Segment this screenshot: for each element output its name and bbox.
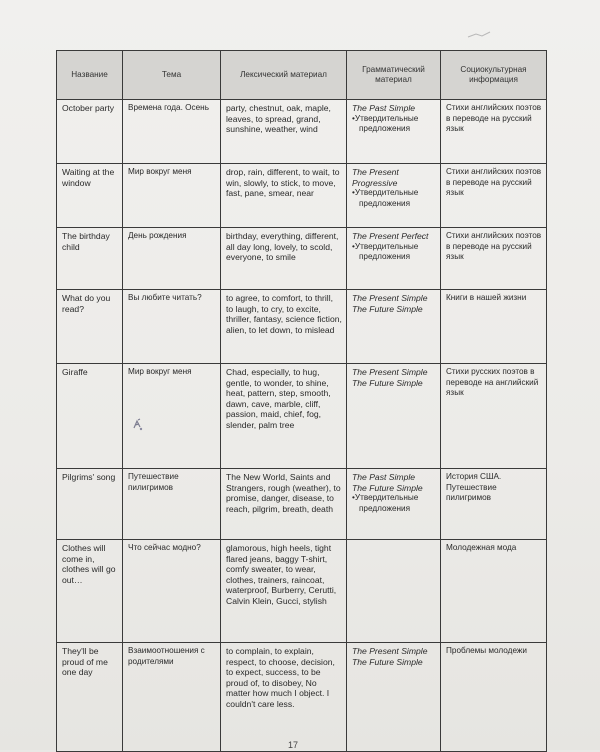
cell-vocab: Chad, especially, to hug, gentle, to wonder, to shine, heat, pattern, step, smooth, dawn, cave, marble, cliff, passion, maid, chief, fog, slender, palm tree [221,364,347,469]
grammar-tense: The Future Simple [352,303,423,314]
grammar-tense: The Past Simple [352,103,416,113]
table-row [57,164,547,228]
grammar-tense: The Present Simple [352,367,428,377]
cell-vocab: drop, rain, different, to wait, to win, slowly, to stick, to move, fast, pane, smear, near [221,164,347,228]
cell-culture: Проблемы молодежи [441,643,547,752]
cell-topic: День рождения [123,228,221,290]
table-row [57,643,547,752]
cell-title: Pilgrims' song [57,469,123,540]
grammar-tense: The Present Progressive [352,167,399,188]
header-vocab: Лексический материал [221,51,347,100]
cell-topic: Что сейчас модно? [123,540,221,643]
table-row [57,100,547,164]
header-culture: Социокультурная информация [441,51,547,100]
grammar-tense: The Present Simple [352,293,428,303]
cell-grammar [347,540,441,643]
cell-culture: Молодежная мода [441,540,547,643]
header-grammar: Грамматический материал [347,51,441,100]
cell-title: Clothes will come in, clothes will go out… [57,540,123,643]
cell-culture: Стихи английских поэтов в переводе на русский язык [441,100,547,164]
grammar-bullet: • Утвердительные предложения [352,114,436,135]
cell-title: The birthday child [57,228,123,290]
header-topic: Тема [123,51,221,100]
cell-title: What do you read? [57,290,123,364]
grammar-tense: The Future Simple [352,377,423,388]
grammar-tense: The Present Perfect [352,231,429,241]
grammar-bullet: • Утвердительные предложения [352,493,436,514]
table-header-row [57,51,547,100]
cell-topic: Путешествие пилигримов [123,469,221,540]
cell-grammar [347,469,441,540]
cell-grammar [347,228,441,290]
cell-culture: Стихи английских поэтов в переводе на русский язык [441,164,547,228]
lesson-plan-table [56,50,547,752]
cell-vocab: to agree, to comfort, to thrill, to laugh, to cry, to excite, thriller, fantasy, science fiction, alien, to let down, to mislead [221,290,347,364]
cell-vocab: to complain, to explain, respect, to choose, decision, to expect, success, to be proud of, to disobey, No matter how much I object. I couldn't care less. [221,643,347,752]
grammar-tense: The Present Simple [352,646,428,656]
table-row [57,364,547,469]
cell-vocab: party, chestnut, oak, maple, leaves, to spread, grand, sunshine, weather, wind [221,100,347,164]
grammar-bullet: • Утвердительные предложения [352,242,436,263]
grammar-bullet: • Утвердительные предложения [352,188,436,209]
grammar-tense: The Future Simple [352,482,423,493]
cell-vocab: glamorous, high heels, tight flared jeans, baggy T-shirt, comfy sweater, to wear, clothes, trainers, raincoat, waterproof, Burberry, Cerutti, Calvin Klein, Gucci, stylish [221,540,347,643]
cell-grammar [347,364,441,469]
pencil-doodle-icon [131,418,145,432]
header-title: Название [57,51,123,100]
table-row [57,469,547,540]
cell-title: They'll be proud of me one day [57,643,123,752]
cell-culture: Стихи английских поэтов в переводе на русский язык [441,228,547,290]
cell-grammar [347,164,441,228]
table-row [57,228,547,290]
cell-topic: Времена года. Осень [123,100,221,164]
cell-culture: Книги в нашей жизни [441,290,547,364]
cell-vocab: The New World, Saints and Strangers, rough (weather), to promise, danger, disease, to reach, pilgrim, breath, death [221,469,347,540]
table-row [57,540,547,643]
cell-culture: Стихи русских поэтов в переводе на английский язык [441,364,547,469]
pencil-mark-icon [466,30,492,40]
cell-topic: Мир вокруг меня [123,364,221,469]
cell-title: Waiting at the window [57,164,123,228]
cell-title: Giraffe [57,364,123,469]
page-number: 17 [288,740,299,750]
cell-grammar [347,643,441,752]
table-row [57,290,547,364]
cell-grammar [347,290,441,364]
cell-topic: Мир вокруг меня [123,164,221,228]
cell-vocab: birthday, everything, different, all day long, lovely, to scold, everyone, to smile [221,228,347,290]
cell-title: October party [57,100,123,164]
cell-topic: Взаимоотношения с родителями [123,643,221,752]
cell-grammar [347,100,441,164]
grammar-tense: The Future Simple [352,656,423,667]
grammar-tense: The Past Simple [352,472,416,482]
cell-topic: Вы любите читать? [123,290,221,364]
cell-culture: История США. Путешествие пилигримов [441,469,547,540]
